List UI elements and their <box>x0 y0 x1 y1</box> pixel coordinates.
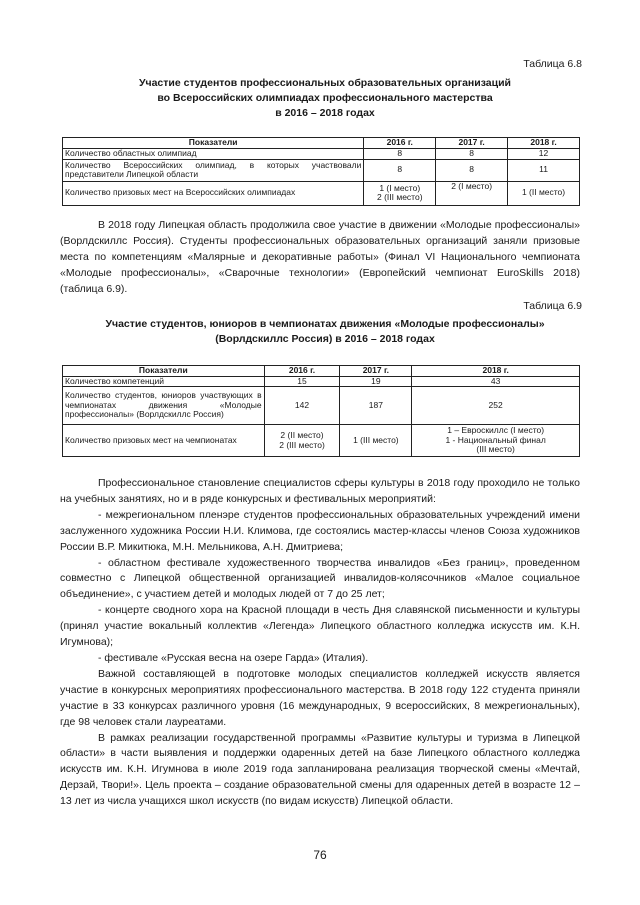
table-cell: 15 <box>264 376 340 387</box>
list-item: - фестивале «Русская весна на озере Гарда» (Италия). <box>98 651 369 664</box>
table-row <box>63 425 580 457</box>
paragraph-worldskills <box>60 218 580 298</box>
cell-line: 2 (II место) <box>280 430 324 440</box>
table-cell: 11 <box>508 159 580 181</box>
table2-caption: Таблица 6.9 <box>523 300 582 312</box>
paragraph-text: Важной составляющей в подготовке молодых специалистов колледжей искусств является участие в конкурсных мероприятиях профессионального мастерства. В 2018 году 122 студента приняли участие в 33 конкурсах различного уровня (16 международных, 9 всероссийских, 8 межрегиональных), где 98 человек стали лауреатами. <box>60 667 580 728</box>
cell-line: 2 (III место) <box>279 439 325 450</box>
table-header: 2017 г. <box>436 138 508 149</box>
table-cell: 2 (I место) <box>436 181 508 205</box>
paragraph-text: В рамках реализации государственной программы «Развитие культуры и туризма в Липецкой области» в части выявления и поддержки одаренных детей на базе Липецкого областного колледжа искусств им. К.Н. Игумнова в июле 2019 года запланирована реализация творческой смены «Мечтай, Дерзай, Твори!». Цель проекта – создание образовательной смены для одаренных детей в возрасте 12 – 13 лет из числа учащихся школ искусств (по видам искусств) Липецкой области. <box>60 731 580 808</box>
table-header: 2018 г. <box>412 366 580 377</box>
table-cell: 8 <box>364 148 436 159</box>
table1-caption: Таблица 6.8 <box>523 58 582 70</box>
table-cell: Количество компетенций <box>63 376 265 387</box>
table-cell: 8 <box>364 159 436 181</box>
table-header: Показатели <box>63 138 364 149</box>
table-cell: 187 <box>340 387 412 425</box>
table-cell: Количество Всероссийских олимпиад, в которых участвовали представители Липецкой области <box>63 159 364 181</box>
table-cell: Количество призовых мест на чемпионатах <box>63 425 265 457</box>
table-header: 2016 г. <box>364 138 436 149</box>
paragraph-text: В 2018 году Липецкая область продолжила свое участие в движении «Молодые профессионалы» (Ворлдскиллс Россия). Студенты профессиональных образовательных организаций заняли призовые места по компетенциям «Малярные и декоративные работы» (Финал VI Национального чемпионата «Молодые профессионалы», «Сварочные технологии» (Европейский чемпионат EuroSkills 2018) (таблица 6.9). <box>60 219 580 295</box>
cell-line: 1 (I место) <box>379 182 421 193</box>
table1-title-line: во Всероссийских олимпиадах профессионального мастерства <box>157 92 493 104</box>
cell-line: (III место) <box>476 444 515 455</box>
body-text <box>60 476 580 810</box>
table-header-row <box>63 138 580 149</box>
table2 <box>62 365 580 457</box>
table-cell <box>412 425 580 457</box>
table-cell: 12 <box>508 148 580 159</box>
table-cell <box>264 425 340 457</box>
table-row <box>63 148 580 159</box>
table-header: 2017 г. <box>340 366 412 377</box>
table-header: 2016 г. <box>264 366 340 377</box>
table-cell: Количество студентов, юниоров участвующих в чемпионатах движения «Молодые профессионалы» (Ворлдскиллс Россия) <box>63 387 265 425</box>
list-item: - межрегиональном пленэре студентов профессиональных образовательных учреждений имени заслуженного художника России Н.И. Климова, где состоялись мастер-классы членов Союза художников России В.Р. Микитюка, М.Н. Мельникова, А.Н. Дмитриева; <box>60 508 580 553</box>
table2-title-line: Участие студентов, юниоров в чемпионатах движения «Молодые профессионалы» <box>105 318 545 330</box>
table-cell: 1 (II место) <box>508 181 580 205</box>
table1-title <box>60 76 590 121</box>
table-cell <box>364 181 436 205</box>
paragraph-text: Профессиональное становление специалистов сферы культуры в 2018 году проходило не только на учебных занятиях, но и в ряде конкурсных и фестивальных мероприятий: <box>60 477 580 505</box>
table-row <box>63 181 580 205</box>
table1-title-line: в 2016 – 2018 годах <box>275 107 375 119</box>
table2-title <box>60 317 590 347</box>
page-number: 76 <box>313 848 327 862</box>
table-row <box>63 387 580 425</box>
list-item: - областном фестивале художественного творчества инвалидов «Без границ», проведенном совместно с Липецкой общественной организацией инвалидов-колясочников «Малое социальное объединение», с участием детей и молодых людей от 7 до 25 лет; <box>60 556 580 601</box>
table-header: 2018 г. <box>508 138 580 149</box>
list-item: - концерте сводного хора на Красной площади в честь Дня славянской письменности и культуры (принял участие вокальный коллектив «Легенда» Липецкого областного колледжа искусств им. К.Н. Игумнова); <box>60 604 580 649</box>
table-cell: 1 (III место) <box>340 425 412 457</box>
table-cell: 43 <box>412 376 580 387</box>
table-header: Показатели <box>63 366 265 377</box>
table1 <box>62 137 580 206</box>
table-cell: 8 <box>436 148 508 159</box>
table-row <box>63 159 580 181</box>
table1-title-line: Участие студентов профессиональных образовательных организаций <box>138 77 512 89</box>
table-cell: 252 <box>412 387 580 425</box>
table-cell: 142 <box>264 387 340 425</box>
table2-title-line: (Ворлдскиллс Россия) в 2016 – 2018 годах <box>215 333 435 345</box>
cell-line: 1 – Евроскиллс (I место) <box>447 425 545 436</box>
cell-line: 1 - Национальный финал <box>445 434 546 445</box>
table-cell: 8 <box>436 159 508 181</box>
table-cell: Количество призовых мест на Всероссийских олимпиадах <box>63 181 364 205</box>
table-header-row <box>63 366 580 377</box>
table-cell: Количество областных олимпиад <box>63 148 364 159</box>
table-cell: 19 <box>340 376 412 387</box>
cell-line: 2 (III место) <box>376 192 423 202</box>
table-row <box>63 376 580 387</box>
